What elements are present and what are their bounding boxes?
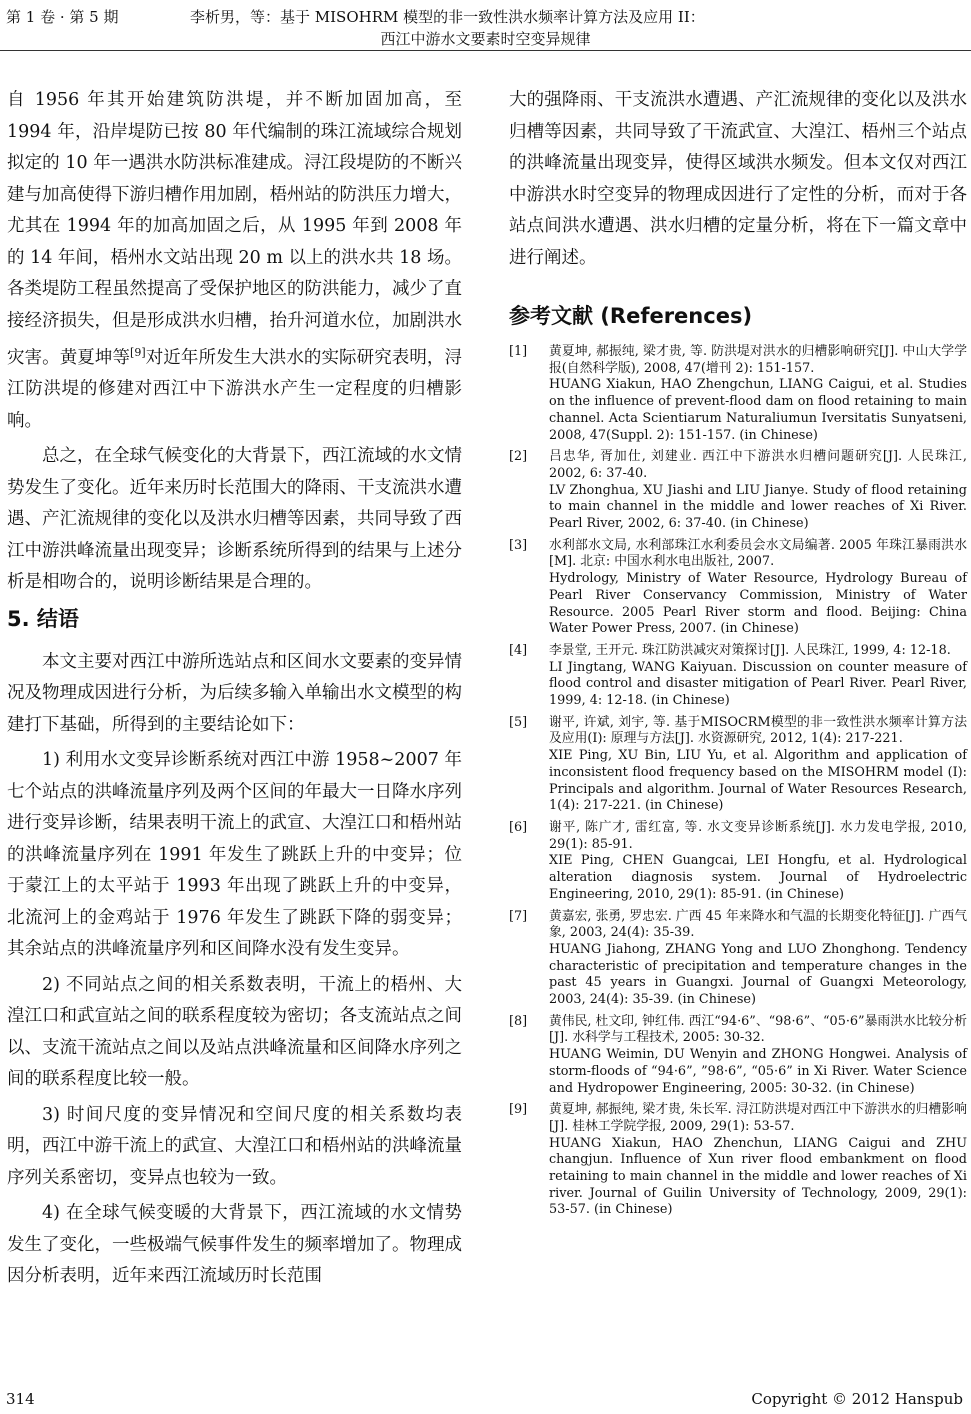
page-header: [0, 0, 971, 51]
reference-number: [7]: [509, 908, 528, 924]
reference-en: LI Jingtang, WANG Kaiyuan. Discussion on counter measure of flood control and disaster mitigation of Pearl River. Pearl River, 1999, 4: 12-18. (in Chinese): [549, 659, 967, 709]
reference-number: [5]: [509, 714, 528, 730]
paragraph-text: 自 1956 年其开始建筑防洪堤，并不断加固加高，至 1994 年，沿岸堤防已按 80 年代编制的珠江流域综合规划拟定的 10 年一遇洪水防洪标准建成。浔江段堤防的不断兴建与加高使得下游归槽作用加剧，梧州站的防洪压力增大，尤其在 1994 年的加高加固之后，从 1995 年到 2008 年的 14 年间，梧州水文站出现 20 m 以上的洪水共 18 场。各类堤防工程虽然提高了受保护地区的防洪能力，减少了直接经济损失，但是形成洪水归槽，抬升河道水位，加剧洪水灾害。黄夏坤等: [7, 90, 462, 368]
paragraph: 2) 不同站点之间的相关系数表明，干流上的梧州、大湟江口和武宣站之间的联系程度较为密切；各支流站点之间以、支流干流站点之间以及站点洪峰流量和区间降水序列之间的联系程度比较一般。: [7, 974, 462, 1090]
reference-number: [4]: [509, 642, 528, 658]
reference-number: [8]: [509, 1013, 528, 1029]
running-title-line2: 西江中游水文要素时空变异规律: [380, 30, 591, 48]
reference-item: [509, 344, 967, 444]
paragraph: 3) 时间尺度的变异情况和空间尺度的相关系数均表明，西江中游干流上的武宣、大湟江口和梧州站的洪峰流量序列关系密切，变异点也较为一致。: [7, 1104, 462, 1188]
reference-cn: 水利部水文局, 水利部珠江水利委员会水文局编著. 2005 年珠江暴雨洪水[M]. 北京: 中国水利水电出版社, 2007.: [549, 537, 967, 570]
journal-issue: 第 1 卷 · 第 5 期: [6, 8, 119, 26]
paragraph: 总之，在全球气候变化的大背景下，西江流域的水文情势发生了变化。近年来历时长范围大的降雨、干支流洪水遭遇、产汇流规律的变化以及洪水归槽等因素，共同导致了西江中游洪峰流量出现变异；诊断系统所得到的结果与上述分析是相吻合的，说明诊断结果是合理的。: [7, 446, 462, 593]
page-number: 314: [6, 1390, 35, 1408]
reference-en: LV Zhonghua, XU Jiashi and LIU Jianye. Study of flood retaining to main channel in the middle and lower reaches of Xi River. Pearl River, 2002, 6: 37-40. (in Chinese): [549, 482, 967, 532]
reference-number: [2]: [509, 449, 528, 465]
reference-cn: 吕忠华, 胥加仕, 刘建业. 西江中下游洪水归槽问题研究[J]. 人民珠江, 2002, 6: 37-40.: [549, 449, 967, 481]
reference-item: [509, 538, 967, 638]
citation: [9]: [130, 346, 146, 359]
reference-cn: 黄夏坤, 郝振纯, 梁才贵, 等. 防洪堤对洪水的归槽影响研究[J]. 中山大学学报(自然科学版), 2008, 47(增刊 2): 151-157.: [549, 344, 967, 376]
right-column: [509, 85, 967, 1224]
reference-cn: 谢平, 许斌, 刘宇, 等. 基于MISOCRM模型的非一致性洪水频率计算方法及应用(I): 原理与方法[J]. 水资源研究, 2012, 1(4): 217-221.: [549, 714, 967, 747]
reference-cn: 谢平, 陈广才, 雷红富, 等. 水文变异诊断系统[J]. 水力发电学报, 2010, 29(1): 85-91.: [549, 819, 967, 852]
reference-en: Hydrology, Ministry of Water Resource, Hydrology Bureau of Pearl River Conservancy Commission, Ministry of Water Resource. 2005 Pearl River storm and flood. Beijing: China Water Power Press, 2007. (in Chinese): [549, 571, 967, 637]
reference-number: [3]: [509, 537, 528, 553]
reference-item: [509, 715, 967, 815]
reference-number: [9]: [509, 1102, 528, 1118]
reference-item: [509, 449, 967, 533]
reference-en: HUANG Jiahong, ZHANG Yong and LUO Zhonghong. Tendency characteristic of precipitation and temperature changes in the past 45 years in Guangxi. Journal of Guangxi Meteorology, 2003, 24(4): 35-39. (in Chinese): [549, 941, 967, 1008]
reference-item: [509, 820, 967, 904]
reference-cn: 黄伟民, 杜文印, 钟红伟. 西江“94·6”、“98·6”、“05·6”暴雨洪水比较分析[J]. 水科学与工程技术, 2005: 30-32.: [549, 1013, 967, 1046]
paragraph: 4) 在全球气候变暖的大背景下，西江流域的水文情势发生了变化，一些极端气候事件发生的频率增加了。物理成因分析表明，近年来西江流域历时长范围: [7, 1203, 462, 1287]
left-column: [7, 85, 462, 1297]
paragraph: 大的强降雨、干支流洪水遭遇、产汇流规律的变化以及洪水归槽等因素，共同导致了干流武宣、大湟江、梧州三个站点的洪峰流量出现变异，使得区域洪水频发。但本文仅对西江中游洪水时空变异的物理成因进行了定性的分析，而对于各站点间洪水遭遇、洪水归槽的定量分析，将在下一篇文章中进行阐述。: [509, 90, 967, 268]
reference-item: [509, 643, 967, 710]
reference-item: [509, 1014, 967, 1098]
reference-cn: 黄夏坤, 郝振纯, 梁才贵, 朱长军. 浔江防洪堤对西江中下游洪水的归槽影响[J]. 桂林工学院学报, 2009, 29(1): 53-57.: [549, 1102, 967, 1134]
reference-en: HUANG Weimin, DU Wenyin and ZHONG Hongwei. Analysis of storm-floods of “94·6”, ”98·6”, “05·6” in Xi River. Water Science and Hydropower Engineering, 2005: 30-32. (in Chinese): [549, 1047, 967, 1096]
reference-en: XIE Ping, CHEN Guangcai, LEI Hongfu, et al. Hydrological alteration diagnosis system. Journal of Hydroelectric Engineering, 2010, 29(1): 85-91. (in Chinese): [549, 853, 967, 902]
references-heading: 参考文献 (References): [509, 304, 753, 328]
paragraph: 本文主要对西江中游所选站点和区间水文要素的变异情况及物理成因进行分析，为后续多输入单输出水文模型的构建打下基础，所得到的主要结论如下：: [7, 651, 462, 735]
reference-en: HUANG Xiakun, HAO Zhengchun, LIANG Caigui, et al. Studies on the influence of prevent-flood dam on flood retaining to main channel. Acta Scientiarum Naturaliumun Iversitatis Sunyatseni, 2008, 47(Suppl. 2): 151-157. (in Chinese): [549, 377, 967, 443]
paragraph: [7, 85, 462, 437]
running-title-line1: 李析男，等：基于 MISOHRM 模型的非一致性洪水频率计算方法及应用 II：: [190, 8, 705, 26]
copyright: Copyright © 2012 Hanspub: [751, 1390, 963, 1408]
reference-en: XIE Ping, XU Bin, LIU Yu, et al. Algorithm and application of inconsistent flood frequency based on the MISOHRM model (I): Principals and algorithm. Journal of Water Resources Research, 1(4): 217-221. (in Chinese): [549, 748, 967, 814]
reference-cn: 李景堂, 王开元. 珠江防洪减灾对策探讨[J]. 人民珠江, 1999, 4: 12-18.: [549, 642, 951, 658]
reference-list: [509, 344, 967, 1219]
paragraph-text: 对近年所发生大洪水的实际研究表明，浔江防洪堤的修建对西江中下游洪水产生一定程度的归槽影响。: [7, 347, 463, 431]
reference-item: [509, 909, 967, 1009]
reference-en: HUANG Xiakun, HAO Zhenchun, LIANG Caigui and ZHU changjun. Influence of Xun river flood embankment on flood retaining to main channel in the middle and lower reaches of Xi river. Journal of Guilin University of Technology, 2009, 29(1): 53-57. (in Chinese): [549, 1135, 967, 1218]
reference-number: [1]: [509, 344, 528, 359]
reference-item: [509, 1102, 967, 1219]
reference-cn: 黄嘉宏, 张勇, 罗忠宏. 广西 45 年来降水和气温的长期变化特征[J]. 广西气象, 2003, 24(4): 35-39.: [549, 908, 967, 941]
section-heading: 5. 结语: [7, 606, 79, 631]
paragraph: 1) 利用水文变异诊断系统对西江中游 1958~2007 年七个站点的洪峰流量序列及两个区间的年最大一日降水序列进行变异诊断，结果表明干流上的武宣、大湟江口和梧州站的洪峰流量序列在 1991 年发生了跳跃上升的中变异；位于蒙江上的太平站于 1993 年出现了跳跃上升的中变异，北流河上的金鸡站于 1976 年发生了跳跃下降的弱变异；其余站点的洪峰流量序列和区间降水没有发生变异。: [7, 750, 462, 960]
reference-number: [6]: [509, 819, 528, 835]
